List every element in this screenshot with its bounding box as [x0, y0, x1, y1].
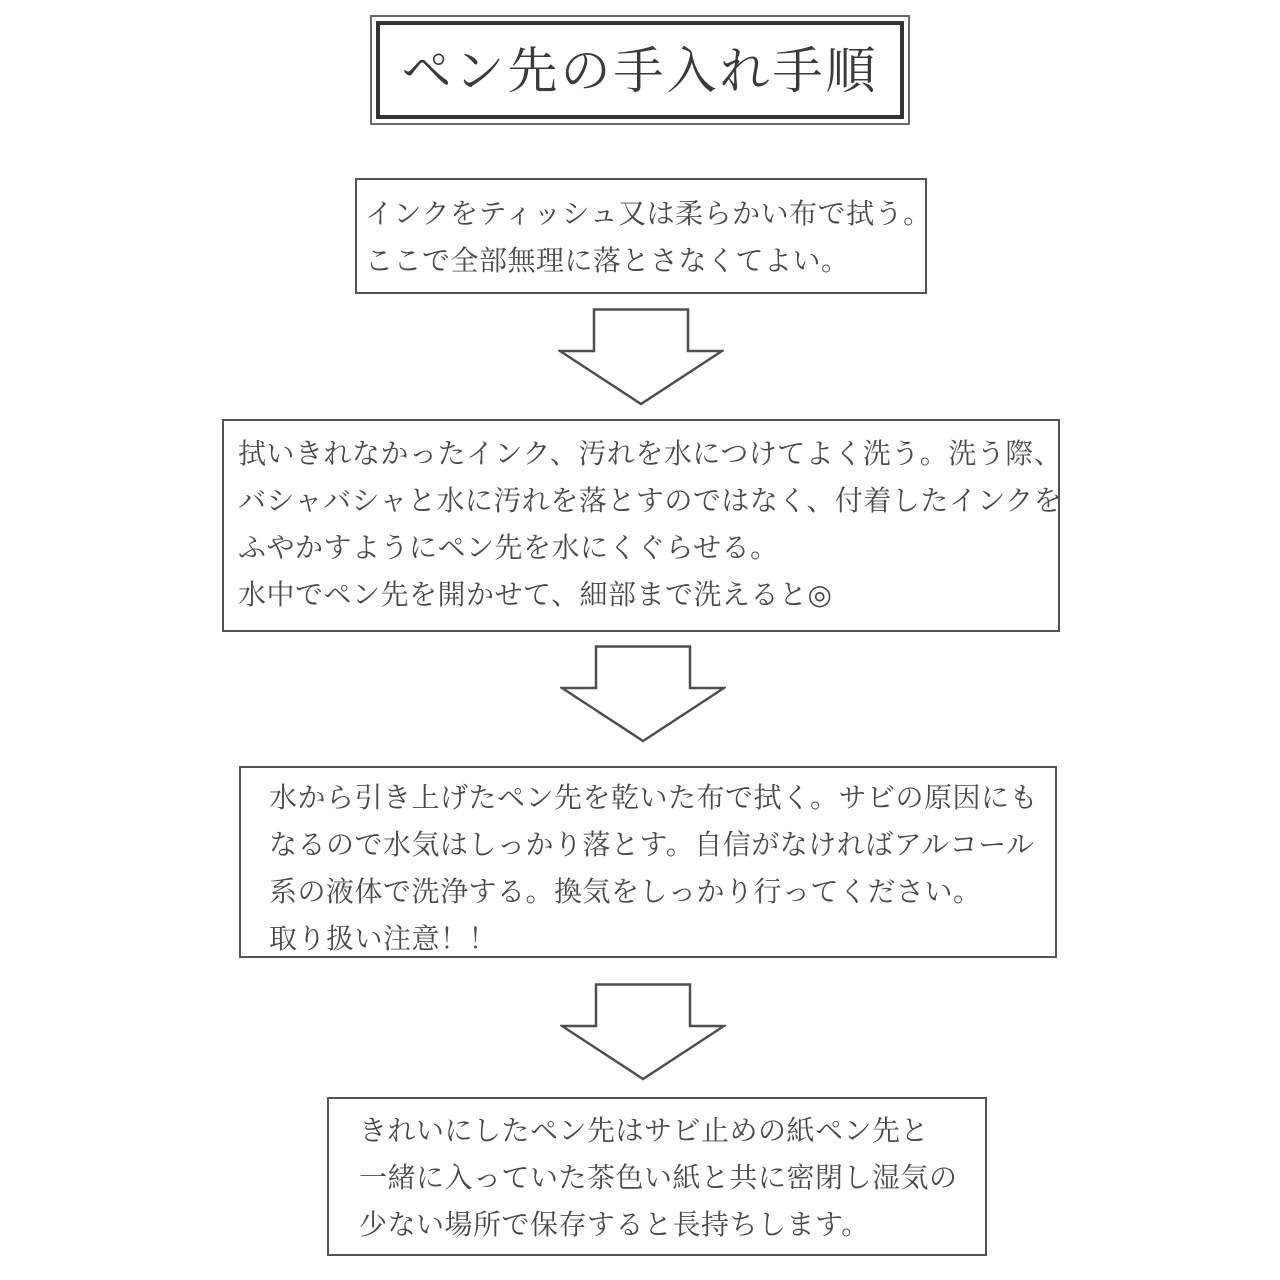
- page-title: ペン先の手入れ手順: [401, 42, 879, 100]
- step-text-line: ふやかすようにペン先を水にくぐらせる。: [238, 531, 779, 564]
- title-box: [370, 15, 910, 125]
- step-text-line: 一緒に入っていた茶色い紙と共に密閉し湿気の: [359, 1161, 958, 1194]
- step-text-line: 取り扱い注意！！: [269, 922, 498, 955]
- step-text-line: 水中でペン先を開かせて、細部まで洗えると◎: [238, 578, 833, 611]
- step-text-line: 水から引き上げたペン先を乾いた布で拭く。サビの原因にも: [269, 781, 1038, 814]
- step-text-line: 拭いきれなかったインク、汚れを水につけてよく洗う。洗う際、: [238, 437, 1063, 470]
- step-text-line: インクをティッシュ又は柔らかい布で拭う。: [365, 197, 932, 230]
- step-text-line: きれいにしたペン先はサビ止めの紙ペン先と: [359, 1114, 930, 1147]
- step-box-rinse-in-water: [222, 419, 1063, 632]
- step-text-line: バシャバシャと水に汚れを落とすのではなく、付着したインクを: [238, 484, 1063, 517]
- step-text-line: 少ない場所で保存すると長持ちします。: [359, 1208, 870, 1241]
- step-text-line: ここで全部無理に落とさなくてよい。: [365, 244, 850, 277]
- title-inner-border: [376, 21, 904, 119]
- step-text-line: 系の液体で洗浄する。換気をしっかり行ってください。: [269, 875, 982, 908]
- down-arrow-icon: [560, 983, 726, 1081]
- down-arrow-icon: [560, 645, 726, 743]
- step-box-store-nib: [327, 1097, 987, 1256]
- down-arrow-icon: [558, 308, 724, 406]
- step-text-line: なるので水気はしっかり落とす。自信がなければアルコール: [269, 828, 1035, 861]
- step-box-wipe-ink: [355, 178, 932, 294]
- step-box-dry-nib: [239, 766, 1057, 958]
